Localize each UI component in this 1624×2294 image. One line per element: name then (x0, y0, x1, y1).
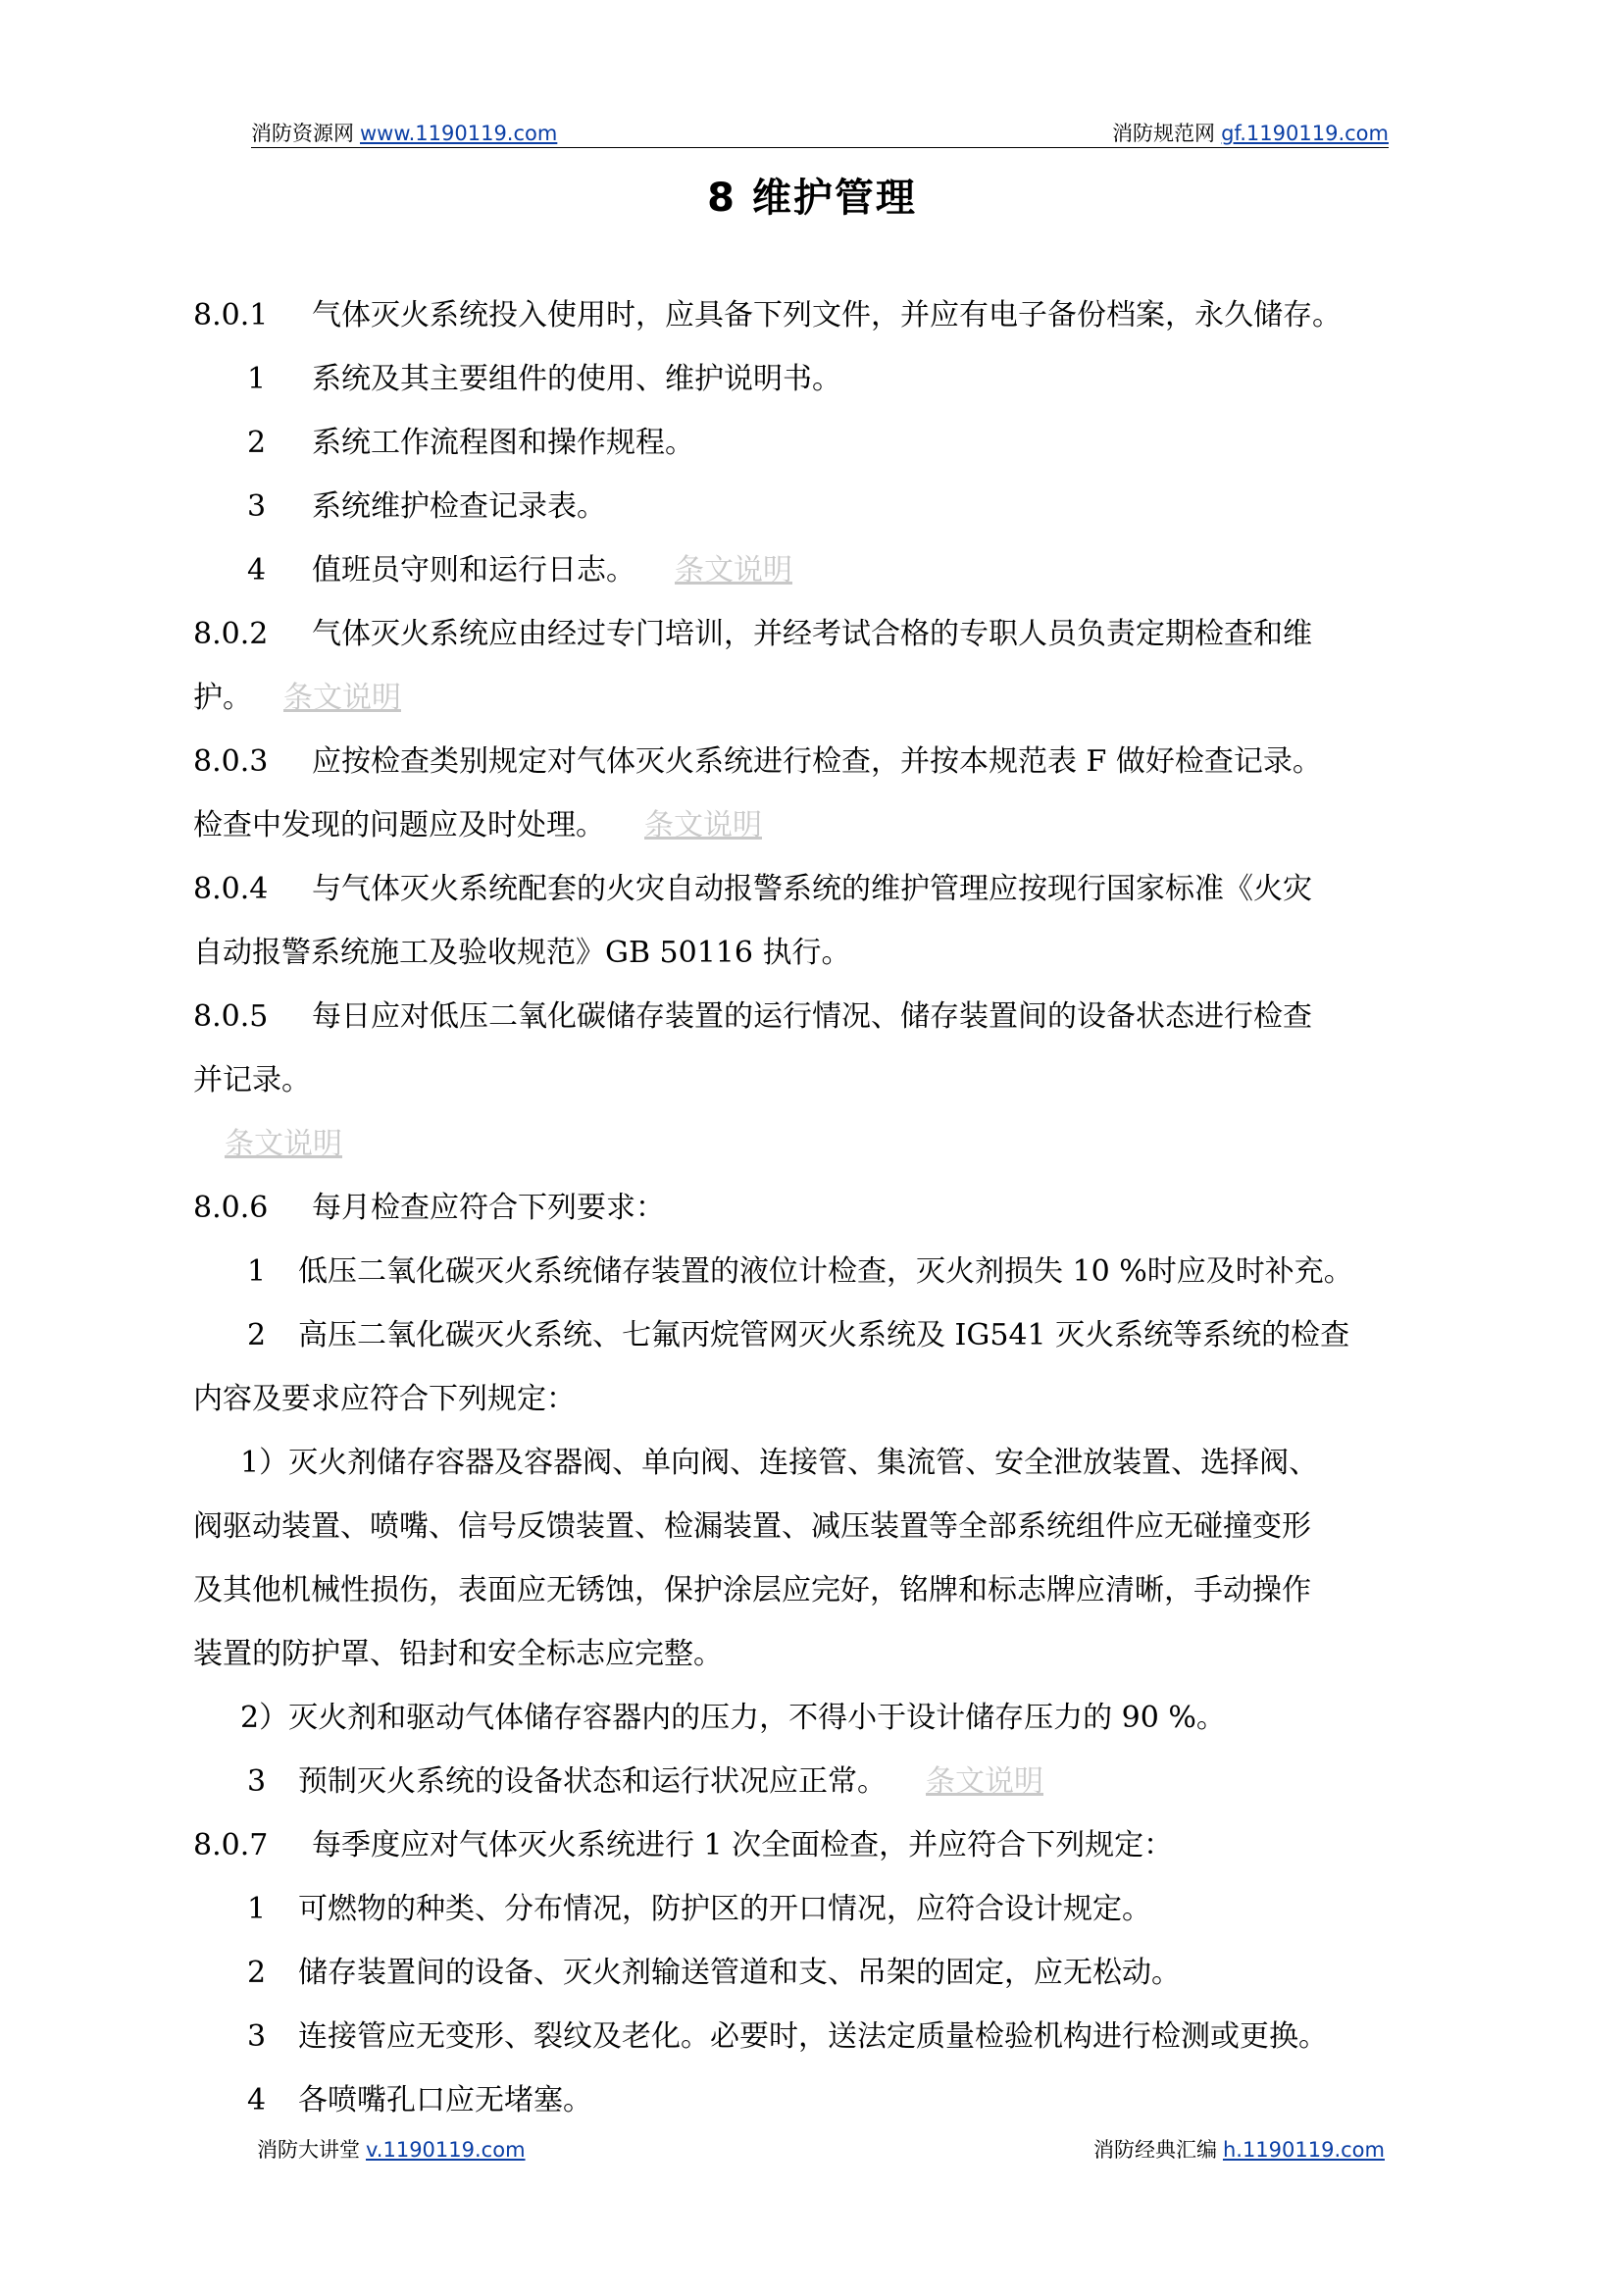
item-number: 2 (247, 426, 267, 460)
item-continuation (193, 1367, 1448, 1431)
clause-number: 8.0.3 (193, 744, 269, 779)
item-text: 可燃物的种类、分布情况，防护区的开口情况，应符合设计规定。 (298, 1892, 1151, 1926)
sub-item (193, 1431, 1448, 1495)
list-item (193, 411, 1448, 475)
sub-item-text: 阀驱动装置、喷嘴、信号反馈装置、检漏装置、减压装置等全部系统组件应无碰撞变形 (193, 1509, 1311, 1544)
explanation-link[interactable]: 条文说明 (675, 553, 792, 587)
list-item (193, 1240, 1448, 1303)
explanation-link[interactable]: 条文说明 (644, 808, 762, 842)
clause-continuation (193, 793, 1448, 857)
item-number: 3 (247, 489, 267, 524)
item-number: 2 (247, 1956, 267, 1990)
item-number: 3 (247, 1764, 267, 1799)
clause-text: 每日应对低压二氧化碳储存装置的运行情况、储存装置间的设备状态进行检查 (312, 999, 1312, 1034)
sub-item-text: 1）灭火剂储存容器及容器阀、单向阀、连接管、集流管、安全泄放装置、选择阀、 (240, 1446, 1319, 1480)
list-item (193, 347, 1448, 411)
footer-left-label: 消防大讲堂 (257, 2138, 360, 2162)
item-text: 预制灭火系统的设备状态和运行状况应正常。 (298, 1764, 887, 1799)
clause-continuation (193, 666, 1448, 730)
explanation-link[interactable]: 条文说明 (283, 681, 401, 715)
item-number: 1 (247, 362, 267, 396)
document-body (193, 283, 1448, 2132)
clause-text: 自动报警系统施工及验收规范》GB 50116 执行。 (193, 936, 851, 970)
clause-number: 8.0.6 (193, 1191, 269, 1225)
clause-number: 8.0.1 (193, 298, 269, 332)
item-text: 低压二氧化碳灭火系统储存装置的液位计检查，灭火剂损失 10 %时应及时补充。 (298, 1254, 1353, 1289)
footer-left-link[interactable]: v.1190119.com (366, 2138, 526, 2162)
footer-right-label: 消防经典汇编 (1092, 2138, 1217, 2162)
explanation-row (193, 1112, 1448, 1176)
item-number: 1 (247, 1892, 267, 1926)
clause-number: 8.0.4 (193, 872, 269, 906)
clause-8-0-5 (193, 985, 1448, 1048)
item-text: 连接管应无变形、裂纹及老化。必要时，送法定质量检验机构进行检测或更换。 (298, 2019, 1328, 2054)
clause-8-0-6 (193, 1176, 1448, 1240)
sub-item-text: 装置的防护罩、铅封和安全标志应完整。 (193, 1637, 723, 1671)
page-header (251, 118, 1389, 148)
clause-text: 与气体灭火系统配套的火灾自动报警系统的维护管理应按现行国家标准《火灾 (312, 872, 1312, 906)
list-item (193, 2068, 1448, 2132)
clause-8-0-2 (193, 602, 1448, 666)
explanation-link[interactable]: 条文说明 (225, 1127, 342, 1161)
item-text: 系统工作流程图和操作规程。 (312, 426, 694, 460)
clause-text: 护。 (193, 681, 252, 715)
sub-item (193, 1686, 1448, 1750)
clause-text: 并记录。 (193, 1063, 311, 1097)
clause-number: 8.0.7 (193, 1828, 269, 1862)
header-left-label: 消防资源网 (251, 122, 354, 145)
explanation-link[interactable]: 条文说明 (926, 1764, 1043, 1799)
item-text: 储存装置间的设备、灭火剂输送管道和支、吊架的固定，应无松动。 (298, 1956, 1181, 1990)
header-right-label: 消防规范网 (1112, 122, 1216, 145)
clause-text: 应按检查类别规定对气体灭火系统进行检查，并按本规范表 F 做好检查记录。 (312, 744, 1322, 779)
clause-continuation (193, 921, 1448, 985)
clause-text: 气体灭火系统应由经过专门培训，并经考试合格的专职人员负责定期检查和维 (312, 617, 1312, 651)
clause-8-0-3 (193, 730, 1448, 793)
clause-8-0-1 (193, 283, 1448, 347)
clause-text: 气体灭火系统投入使用时，应具备下列文件，并应有电子备份档案，永久储存。 (312, 298, 1342, 332)
clause-number: 8.0.5 (193, 999, 269, 1034)
list-item (193, 2005, 1448, 2068)
sub-item-text: 及其他机械性损伤，表面应无锈蚀，保护涂层应完好，铭牌和标志牌应清晰，手动操作 (193, 1573, 1311, 1607)
list-item (193, 1941, 1448, 2005)
header-right (1112, 118, 1389, 147)
clause-8-0-7 (193, 1813, 1448, 1877)
sub-item-continuation (193, 1558, 1448, 1622)
item-text: 内容及要求应符合下列规定： (193, 1382, 576, 1416)
item-text: 各喷嘴孔口应无堵塞。 (298, 2083, 592, 2117)
item-number: 1 (247, 1254, 267, 1289)
footer-left (257, 2134, 526, 2164)
list-item (193, 475, 1448, 538)
item-text: 值班员守则和运行日志。 (312, 553, 635, 587)
list-item (193, 538, 1448, 602)
item-text: 系统及其主要组件的使用、维护说明书。 (312, 362, 841, 396)
clause-8-0-4 (193, 857, 1448, 921)
list-item (193, 1750, 1448, 1813)
clause-continuation (193, 1048, 1448, 1112)
clause-text: 每季度应对气体灭火系统进行 1 次全面检查，并应符合下列规定： (312, 1828, 1174, 1862)
item-number: 4 (247, 2083, 267, 2117)
item-number: 4 (247, 553, 267, 587)
item-text: 高压二氧化碳灭火系统、七氟丙烷管网灭火系统及 IG541 灭火系统等系统的检查 (298, 1318, 1350, 1352)
footer-right (1093, 2134, 1385, 2164)
item-text: 系统维护检查记录表。 (312, 489, 606, 524)
clause-number: 8.0.2 (193, 617, 269, 651)
sub-item-continuation (193, 1622, 1448, 1686)
header-left-link[interactable]: www.1190119.com (360, 122, 558, 145)
header-left (251, 118, 557, 147)
header-right-link[interactable]: gf.1190119.com (1221, 122, 1389, 145)
clause-text: 每月检查应符合下列要求： (312, 1191, 665, 1225)
sub-item-text: 2）灭火剂和驱动气体储存容器内的压力，不得小于设计储存压力的 90 %。 (240, 1701, 1226, 1735)
list-item (193, 1877, 1448, 1941)
clause-text: 检查中发现的问题应及时处理。 (193, 808, 605, 842)
item-number: 3 (247, 2019, 267, 2054)
sub-item-continuation (193, 1495, 1448, 1558)
item-number: 2 (247, 1318, 267, 1352)
footer-right-link[interactable]: h.1190119.com (1222, 2138, 1385, 2162)
list-item (193, 1303, 1448, 1367)
page-title: 8 维护管理 (707, 176, 917, 221)
